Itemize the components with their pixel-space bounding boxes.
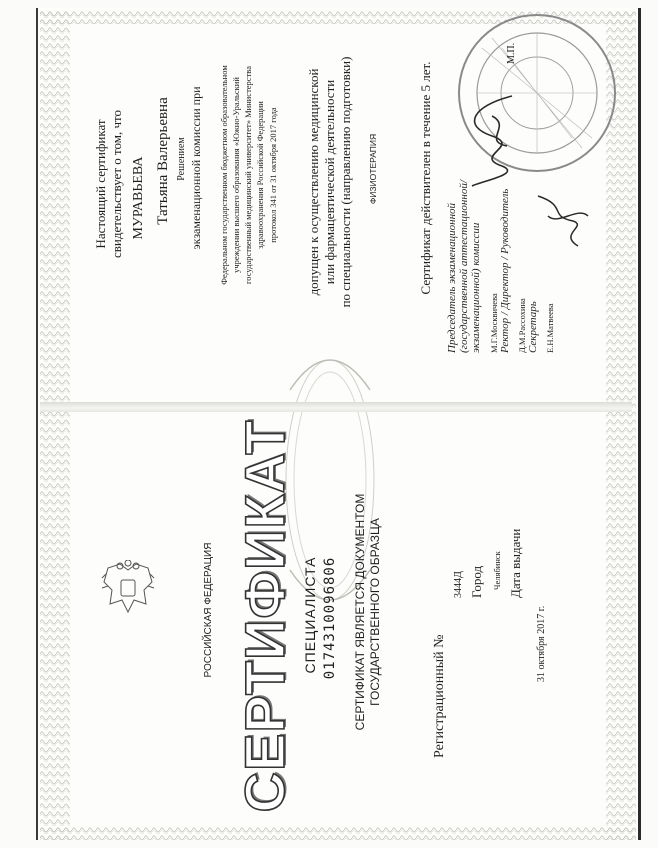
decision-label: Решением [176,137,187,181]
city-label: Город [469,565,484,598]
holder-name: Татьяна Валерьевна [155,97,171,225]
certificate-number: 0174310096806 [322,556,338,680]
certificate-subtitle: СПЕЦИАЛИСТА [302,556,318,674]
validity-text: Сертификат действителен в течение 5 лет. [418,61,433,295]
reg-value: 3444Д [453,571,464,598]
rector-name: Д.М.Рассохина [517,298,527,353]
org-line3: государственный медицинский университет» Министерства [243,66,253,284]
date-value: 31 октября 2017 г. [536,605,547,682]
intro-line1: Настоящий сертификат [93,119,108,249]
org-line1: Федеральном государственном бюджетном образовательном [219,65,229,285]
rector-label: Ректор / Директор / Руководитель [499,188,511,353]
doc-note-line1: СЕРТИФИКАТ ЯВЛЯЕТСЯ ДОКУМЕНТОМ [353,493,367,731]
certificate-title: СЕРТИФИКАТ [233,419,296,813]
reg-label: Регистрационный № [432,634,447,758]
org-line4: здравоохранения Российской Федерации [255,101,265,249]
admit-line2: или фармацевтической деятельности [322,79,337,285]
doc-note-line2: ГОСУДАРСТВЕННОГО ОБРАЗЦА [368,518,382,706]
secretary-label: Секретарь [527,301,539,353]
stamp-mark: М.П. [506,42,517,64]
chair-line2: (государственной аттестационной/ [458,180,470,353]
date-label: Дата выдачи [508,528,523,598]
chair-line3: экзаменационной) комиссии [470,222,482,353]
admit-line3: по специальности (направлению подготовки) [338,56,353,308]
holder-surname: МУРАВЬЕВА [131,156,146,240]
specialty: ФИЗИОТЕРАПИЯ [368,133,378,205]
country-label: РОССИЙСКАЯ ФЕДЕРАЦИЯ [203,542,214,678]
org-line2: учреждении высшего образования «Южно-Уральский [231,77,241,273]
protocol-text: протокол 341 от 31 октября 2017 года [268,107,278,243]
chair-line1: Председатель экзаменационной [446,202,458,353]
secretary-name: Е.Н.Матвеева [545,303,555,353]
city-value: Челябинск [492,551,502,590]
commission-text: экзаменационной комиссии при [189,86,203,250]
admit-line1: допущен к осуществлению медицинской [306,68,321,296]
intro-line2: свидетельствует о том, что [109,109,124,259]
chair-name: М.Г.Москвичева [489,293,499,353]
